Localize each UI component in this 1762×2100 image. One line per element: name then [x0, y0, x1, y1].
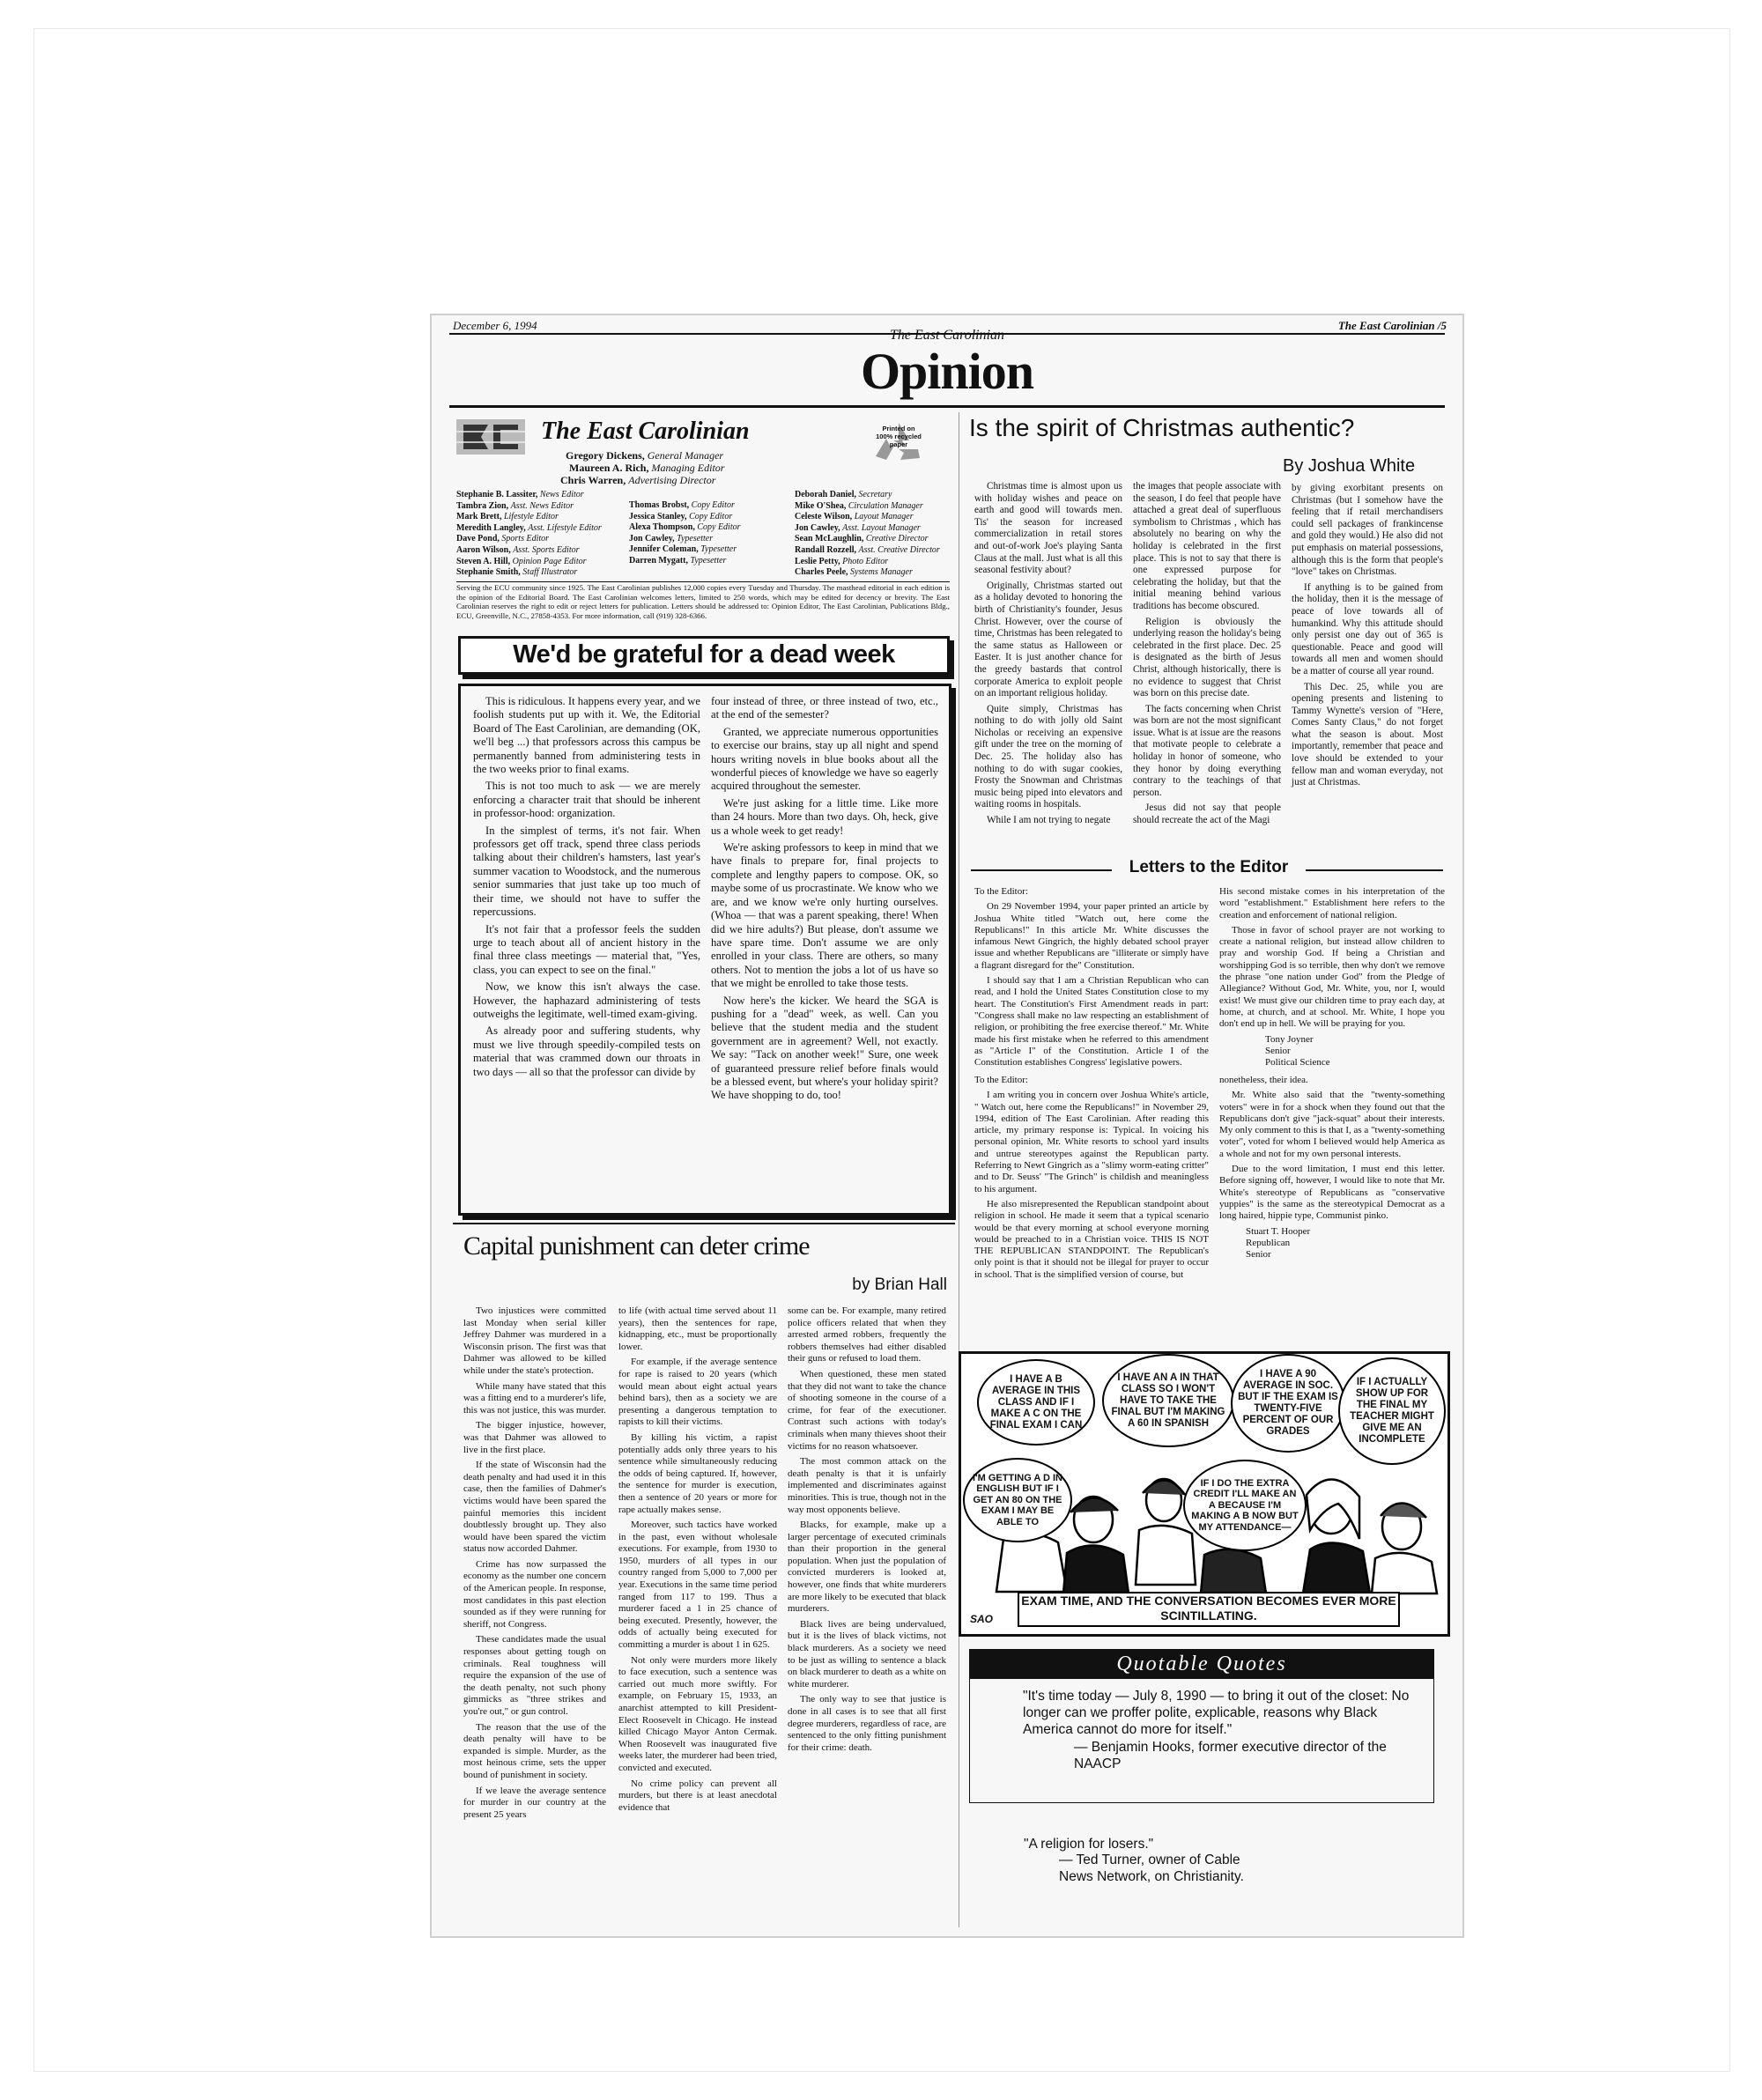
- masthead: [456, 414, 950, 620]
- letter-2-column-2: [1219, 1075, 1445, 1261]
- speech-bubble: IF I DO THE EXTRA CREDIT I'LL MAKE AN A BECAUSE I'M MAKING A B NOW BUT MY ATTENDANCE—: [1183, 1460, 1307, 1551]
- quote-2-attribution: — Ted Turner, owner of Cable News Network, on Christianity.: [1059, 1852, 1244, 1884]
- lead-role: General Manager: [647, 449, 724, 462]
- staff-row: Leslie Petty, Photo Editor: [795, 556, 889, 566]
- paragraph: Jesus did not say that people should recreate the act of the Magi: [1133, 802, 1281, 826]
- letter-2-signature: [1219, 1226, 1445, 1261]
- paragraph: This is ridiculous. It happens every year, and we foolish students put up with it. We, the Editorial Board of The East Carolinian, are demanding (OK, we'll beg ...) that professors across this campus be permanently banned from administering tests in the two weeks prior to final exams.: [473, 695, 700, 776]
- paragraph: To the Editor:: [974, 1075, 1028, 1085]
- masthead-leads: [560, 449, 725, 486]
- paragraph: The only way to see that justice is done in all cases is to see that all first degree murderers, regardless of race, are sentenced to the only fitting punishment for their crime: death.: [788, 1694, 946, 1753]
- paragraph: Black lives are being undervalued, but it is the lives of black victims, not black murderers. As a society we need to be just as willing to sentence a black on black murderer to death as a white on white murderer.: [788, 1618, 946, 1690]
- paragraph: Mr. White also said that the "twenty-something voters" were in for a shock when they found out that the Republicans don't give "jack-squat" about their interests. My only comment to this is that I, as a "twenty-something voter", voted for whom I believed would help America as a whole and not for my own personal interests.: [1219, 1090, 1445, 1159]
- paragraph: Now here's the kicker. We heard the SGA is pushing for a "dead" week, as well. Can you believe that the student media and the student government are in agreement? Well, not exactly. We say: "Tack on another week!" Sure, one week of guaranteed pressure relief before finals would be a blessed event, but where's your holiday spirit? We have shopping to do, too!: [711, 994, 938, 1102]
- editorial-cartoon: [959, 1351, 1450, 1637]
- paragraph: It's not fair that a professor feels the sudden urge to teach about all of ancient history in the final three class meetings — material that, "Yes, class, you can expect to see on the final.": [473, 922, 700, 976]
- staff-row: Celeste Wilson, Layout Manager: [795, 512, 914, 522]
- paragraph: If we leave the average sentence for murder in our country at the present 25 years: [463, 1785, 606, 1820]
- paragraph: some can be. For example, many retired police officers related that when they arrested armed robbers, frequently the robbers themselves had either disabled their guns or refused to load them.: [788, 1305, 946, 1364]
- staff-row: Sean McLaughlin, Creative Director: [795, 534, 929, 544]
- editorial-column-2: [711, 695, 938, 1106]
- staff-row: Darren Mygatt, Typesetter: [629, 555, 727, 566]
- signature-line: Tony Joyner: [1265, 1033, 1314, 1045]
- letters-rule-right: [1306, 869, 1443, 871]
- newspaper-page: [430, 314, 1464, 1938]
- paragraph: If the state of Wisconsin had the death penalty and had used it in this case, then the families of Dahmer's victims would have been spared the painful memories this incident doubtlessly brought up. They also would have been spared the victim status now accorded Dahmer.: [463, 1460, 606, 1555]
- lead-role: Advertising Director: [628, 474, 716, 486]
- paragraph: If anything is to be gained from the holiday, then it is the message of peace of love towards all of humankind. Why this attitude should only persist one day out of 365 is questionable. Peace and good will towards all men and women should be a matter of course all year round.: [1292, 581, 1443, 677]
- paragraph: We're asking professors to keep in mind that we have finals to prepare for, final projects to complete and lengthy papers to compose. OK, so maybe some of us procrastinate. We know who we are, and we know we're only hurting ourselves. (Whoa — that was a parent speaking, there! When did we hire adults?) But please, don't assume we have spare time. Don't assume we are only enrolled in your class. There are others, so many others. Not to mention the jobs a lot of us have so that we might be enrolled to take those tests.: [711, 841, 938, 990]
- paragraph: Not only were murders more likely to face execution, such a sentence was carried out much more swiftly. For example, on February 15, 1933, an anarchist attempted to kill President-Elect Roosevelt in Chicago. He instead killed Chicago Mayor Anton Cermak. When Roosevelt was inaugurated five weeks later, the murderer had been tried, convicted and executed.: [618, 1654, 777, 1773]
- christmas-byline: By Joshua White: [1283, 456, 1416, 476]
- staff-row: Randall Rozzell, Asst. Creative Director: [795, 544, 940, 555]
- paragraph: The most common attack on the death penalty is that it is unfairly implemented and discriminates against minorities. This is true, though not in the way most opponents believe.: [788, 1456, 946, 1515]
- paragraph: I should say that I am a Christian Republican who can read, and I hold the United States Constitution close to my heart. The Constitution's First Amendment reads in part: "Congress shall make no law respecting an establishment of religion, or prohibiting the free exercise thereof." Mr. White made his first mistake when he referred to this amendment as "Article I" of the Constitution. Article I of the Constitution establishes Congress' legislative powers.: [974, 975, 1209, 1068]
- capital-column-2: [618, 1305, 777, 1817]
- paragraph: Originally, Christmas started out as a holiday devoted to honoring the birth of Christianity's founder, Jesus Christ. However, over the course of time, Christmas has been relegated to the same status as Halloween or Easter. It is just another chance for the greedy bastards that control corporate America to exploit people on an important religious holiday.: [974, 580, 1122, 699]
- speech-bubble: I HAVE A 90 AVERAGE IN SOC. BUT IF THE EXAM IS TWENTY-FIVE PERCENT OF OUR GRADES: [1231, 1354, 1345, 1453]
- signature-line: Republican: [1246, 1237, 1291, 1248]
- quote-1: "It's time today — July 8, 1990 — to bring it out of the closet: No longer can we proffer polite, explicable, reasons why Black America cannot do more for itself.": [1023, 1689, 1410, 1737]
- christmas-column-1: [974, 481, 1122, 831]
- section-title: Opinion: [860, 343, 1034, 400]
- capital-column-3: [788, 1305, 946, 1757]
- staff-row: Mike O'Shea, Circulation Manager: [795, 500, 923, 511]
- paragraph: The bigger injustice, however, was that Dahmer was allowed to live in the first place.: [463, 1420, 606, 1455]
- speech-bubble: IF I ACTUALLY SHOW UP FOR THE FINAL MY TEACHER MIGHT GIVE ME AN INCOMPLETE: [1338, 1357, 1446, 1465]
- staff-row: Alexa Thompson, Copy Editor: [629, 522, 741, 533]
- masthead-statement: Serving the ECU community since 1925. The East Carolinian publishes 12,000 copies every Tuesday and Thursday. The masthead editorial in each edition is the opinion of the Editorial Board. The East Carolinian welcomes letters, limited to 250 words, which may be edited for decency or brevity. The East Carolinian reserves the right to edit or reject letters for publication. Letters should be addressed to: Opinion Editor, The East Carolinian, Publications Bldg., ECU, Greenville, N.C., 27858-4353. For more information, call (919) 328-6366.: [456, 583, 950, 620]
- letters-rule-left: [971, 869, 1112, 871]
- paragraph: Christmas time is almost upon us with holiday wishes and peace on earth and good will towards men. Tis' the season for increased commercialization in retail stores and out-of-work Joe's playing Santa Claus at the mall. Just what is all this seasonal festivity about?: [974, 481, 1122, 576]
- paragraph: Moreover, such tactics have worked in the past, even without wholesale executions. For example, from 1930 to 1950, murders of all types in our country ranged from 5,000 to 7,000 per year. Executions in the same time period ranged from 117 to 199. Thus a murderer faced a 1 in 25 chance of being executed. Presently, however, the odds of actually being executed for committing a murder is about 1 in 625.: [618, 1520, 777, 1651]
- cartoon-caption: EXAM TIME, AND THE CONVERSATION BECOMES EVER MORE SCINTILLATING.: [1018, 1592, 1400, 1627]
- staff-row: Dave Pond, Sports Editor: [456, 534, 550, 544]
- editorial-box: [458, 684, 951, 1216]
- paragraph: I am writing you in concern over Joshua White's article, " Watch out, here come the Republicans!" in November 29, 1994, edition of The East Carolinian. After reading this article, my primary response is: Typical. In voicing his personal opinion, Mr. White resorts to school yard insults and untrue stereotypes against the Republican party. Referring to Newt Gingrich as a "slimy worm-eating critter" and to Dr. Seuss' "The Grinch" is childish and meaningless to his argument.: [974, 1090, 1209, 1194]
- capital-top-rule: [453, 1223, 955, 1224]
- cartoonist-signature: SAO: [970, 1613, 994, 1625]
- paragraph: We're just asking for a little time. Like more than 24 hours. More than two days. Oh, heck, give us a whole week to get ready!: [711, 796, 938, 837]
- lead-row: [566, 462, 724, 474]
- paragraph: His second mistake comes in his interpretation of the word "establishment." Establishment here refers to the creation and enforcement of national religion.: [1219, 886, 1445, 921]
- staff-row: Tambra Zion, Asst. News Editor: [456, 500, 574, 511]
- letter-2-column-1: [974, 1075, 1209, 1284]
- staff-row: Thomas Brobst, Copy Editor: [629, 500, 735, 510]
- speech-bubble: I'M GETTING A D IN ENGLISH BUT IF I GET AN 80 ON THE EXAM I MAY BE ABLE TO: [963, 1458, 1072, 1542]
- capital-column-1: [463, 1305, 606, 1824]
- staff-column-1: [456, 490, 602, 579]
- letter-1-signature: [1219, 1034, 1445, 1069]
- staff-row: Deborah Daniel, Secretary: [795, 490, 892, 499]
- christmas-column-2: [1133, 481, 1281, 831]
- christmas-headline: Is the spirit of Christmas authentic?: [969, 414, 1355, 441]
- page-number-label: The East Carolinian /5: [1337, 319, 1447, 332]
- capital-byline: by Brian Hall: [852, 1276, 947, 1294]
- lead-name: Gregory Dickens,: [566, 449, 645, 462]
- quote-2: "A religion for losers.": [1024, 1837, 1154, 1852]
- paragraph: As already poor and suffering students, why must we live through speedily-compiled tests on material that was crammed down our throats in two days — all so that the professor can divide by: [473, 1024, 700, 1078]
- letter-1-column-2: [1219, 886, 1445, 1068]
- issue-date: December 6, 1994: [453, 319, 537, 332]
- paragraph: On 29 November 1994, your paper printed an article by Joshua White titled "Watch out, here come the Republicans!" In this article Mr. White discusses the infamous Newt Gingrich, the highly debated school prayer issue and whether Republicans are "illiterate or simply have a flagrant disregard for the" Constitution.: [974, 901, 1209, 971]
- signature-line: Senior: [1265, 1045, 1291, 1056]
- editorial-headline: We'd be grateful for a dead week: [513, 640, 895, 669]
- recycled-note: Printed on 100% recycled paper: [876, 425, 922, 448]
- paragraph: This is not too much to ask — we are merely enforcing a character trait that should be inherent in professor-hood: organization.: [473, 780, 700, 820]
- paragraph: This Dec. 25, while you are opening presents and listening to Tammy Wynette's version of "Here, Comes Santy Claus," do not forget what the season is about. Most importantly, remember that peace and love should be extended to your fellow man and woman everyday, not just at Christmas.: [1292, 681, 1443, 788]
- staff-row: Jessica Stanley, Copy Editor: [629, 511, 733, 521]
- signature-line: Political Science: [1265, 1057, 1330, 1068]
- staff-row: Aaron Wilson, Asst. Sports Editor: [456, 544, 580, 555]
- quotes-heading-bar: [969, 1649, 1434, 1679]
- paragraph: By killing his victim, a rapist potentially adds only three years to his sentence while simultaneously reducing the odds of being captured. If, however, the sentence for murder is execution, then a sentence of 20 years or more for rape actually makes sense.: [618, 1431, 777, 1515]
- letters-heading: Letters to the Editor: [1129, 858, 1289, 876]
- paragraph: nonetheless, their idea.: [1219, 1075, 1308, 1085]
- lead-name: Chris Warren,: [560, 474, 626, 486]
- quote-1-attribution: — Benjamin Hooks, former executive director of the NAACP: [1074, 1740, 1387, 1771]
- lead-role: Managing Editor: [651, 462, 725, 474]
- editorial-column-1: [473, 695, 700, 1083]
- paragraph: When questioned, these men stated that they did not want to take the chance of shooting someone in the course of a crime, for fear of the executioner. Contrast such actions with today's criminals when many thieves shoot their victims for no reason whatsoever.: [788, 1368, 946, 1452]
- staff-row: Charles Peele, Systems Manager: [795, 567, 913, 578]
- masthead-divider: [456, 581, 950, 582]
- staff-row: Jennifer Coleman, Typesetter: [629, 544, 737, 555]
- lead-row: [560, 474, 724, 486]
- paragraph: The facts concerning when Christ was born are not the most significant issue. What is at issue are the reasons that motivate people to celebrate a holiday in honor of someone, who they honor by doing everything contrary to the teachings of that person.: [1133, 703, 1281, 798]
- staff-row: Stephanie Smith, Staff Illustrator: [456, 567, 578, 578]
- paragraph: Now, we know this isn't always the case. However, the haphazard administering of tests outweighs the legitimate, well-timed exam-giving.: [473, 980, 700, 1020]
- christmas-column-3: [1292, 483, 1443, 793]
- lead-row: [566, 449, 724, 462]
- paper-name: The East Carolinian: [541, 418, 750, 445]
- paragraph: by giving exorbitant presents on Christmas (but I somehow have the feeling that if retail merchandisers could sell packages of frankincense and gold they would.) He also did not put emphasis on material possessions, although this is the form that people's "love" takes on Christmas.: [1292, 483, 1443, 578]
- paragraph: Religion is obviously the underlying reason the holiday's being celebrated in the first place. Dec. 25 is designated as the birth of Jesus Christ, although historically, there is no evidence to suggest that Christ was born on this precise date.: [1133, 616, 1281, 699]
- paragraph: These candidates made the usual responses about getting tough on criminals. Real toughness will require the expansion of the use of the death penalty, not such phony gimmicks as "three strikes and you're out," or gun control.: [463, 1634, 606, 1717]
- paragraph: Blacks, for example, make up a larger percentage of executed criminals than their proportion in the general population. When just the population of convicted murderers is looked at, however, one finds that white murderers are more likely to be executed that black murderers.: [788, 1520, 946, 1615]
- paragraph: In the simplest of terms, it's not fair. When professors get off track, spend three class periods talking about their children's hamsters, last year's summer vacation to Woodstock, and the numerous senior summaries that just take up too much of their time, we should not have to suffer the repercussions.: [473, 824, 700, 919]
- paragraph: While I am not trying to negate: [987, 815, 1111, 826]
- paragraph: While many have stated that this was a fitting end to a murderer's life, this was not justice, this was murder.: [463, 1380, 606, 1416]
- speech-bubble: I HAVE A B AVERAGE IN THIS CLASS AND IF I MAKE A C ON THE FINAL EXAM I CAN: [977, 1359, 1095, 1446]
- staff-row: Stephanie B. Lassiter, News Editor: [456, 490, 584, 499]
- quotes-box: [969, 1679, 1434, 1803]
- paragraph: No crime policy can prevent all murders, but there is at least anecdotal evidence that: [618, 1778, 777, 1813]
- editorial-headline-box: [458, 636, 950, 675]
- staff-column-3: [795, 490, 940, 579]
- paragraph: For example, if the average sentence for rape is raised to 20 years (which would mean about eight actual years behind bars), then as a society we are presenting a dangerous temptation to rapists to kill their victims.: [618, 1357, 777, 1428]
- staff-row: Jon Cawley, Typesetter: [629, 533, 714, 543]
- paragraph: Granted, we appreciate numerous opportunities to exercise our brains, stay up all night and spend hours writing novels in blue books about all the wonderful pieces of knowledge we have so eagerly acquired throughout the semester.: [711, 725, 938, 793]
- paragraph: Two injustices were committed last Monday when serial killer Jeffrey Dahmer was murdered in a Wisconsin prison. The first was that Dahmer was allowed to be killed while under the state's protection.: [463, 1305, 606, 1376]
- staff-column-2: [629, 500, 741, 567]
- signature-line: Stuart T. Hooper: [1246, 1225, 1311, 1237]
- letter-1-column-1: [974, 886, 1209, 1072]
- paragraph: Quite simply, Christmas has nothing to do with jolly old Saint Nicholas or receiving an expensive gift under the tree on the morning of Dec. 25. The holiday also has nothing to do with sugar cookies, Frosty the Snowman and Christmas music being piped into elevators and waiting rooms in hospitals.: [974, 703, 1122, 810]
- signature-line: Senior: [1246, 1249, 1271, 1261]
- paragraph: the images that people associate with the season, I do feel that people have attached a great deal of superfluous symbolism to Christmas , which has absolutely no bearing on why the holiday is celebrated in the first place. This is not to say that there is one expressed purpose for celebrating the holiday, but that the initial meaning behind various traditions has become obscured.: [1133, 481, 1281, 611]
- paragraph: Due to the word limitation, I must end this letter. Before signing off, however, I would like to note that Mr. White's stereotype of Republicans as "conservative yuppies" is the same as the stereotypical Democrat as a long haired, hippie type, Communist pinko.: [1219, 1164, 1445, 1222]
- paragraph: four instead of three, or three instead of two, etc., at the end of the semester?: [711, 695, 938, 721]
- paragraph: Crime has now surpassed the economy as the number one concern of the American people. In response, most candidates in this past election sounded as if they were running for sheriff, not Congress.: [463, 1558, 606, 1630]
- staff-row: Jon Cawley, Asst. Layout Manager: [795, 522, 921, 533]
- paragraph: The reason that the use of the death penalty will have to be expanded is simple. Murder, as the most heinous crime, sets the upper bound of punishment in society.: [463, 1721, 606, 1780]
- paragraph: To the Editor:: [974, 886, 1028, 897]
- section-kicker: The East Carolinian: [889, 328, 1005, 343]
- paragraph: Those in favor of school prayer are not working to create a national religion, but instead allow children to pray and worship God. If being a Christian and worshipping God is so terrible, then why don't we remove the phrase "one nation under God" from the Pledge of Allegiance? Without God, Mr. White, you, nor I, would exist! We must give our children time to pray each day, at home, at church, and at school. Mr. White, I hope you don't end up in hell. We will be praying for you.: [1219, 924, 1445, 1030]
- staff-row: Meredith Langley, Asst. Lifestyle Editor: [456, 522, 602, 533]
- title-rule: [449, 405, 1445, 408]
- lead-name: Maureen A. Rich,: [569, 462, 649, 474]
- staff-row: Mark Brett, Lifestyle Editor: [456, 512, 559, 522]
- paragraph: He also misrepresented the Republican standpoint about religion in school. He made it seem that a typical scenario would be that every morning at school everyone morning would be preached to in a Christian voice. THIS IS NOT THE REPUBLICAN STANDPOINT. The Republican's only point is that it should not be illegal for prayer to occur in school. That is the simplified version of course, but: [974, 1198, 1209, 1280]
- paragraph: to life (with actual time served about 11 years), then the sentences for rape, kidnapping, etc., must be proportionally lower.: [618, 1305, 777, 1352]
- capital-headline: Capital punishment can deter crime: [463, 1231, 810, 1261]
- ec-logo-icon: [456, 419, 525, 455]
- quotes-heading: Quotable Quotes: [1116, 1653, 1287, 1675]
- staff-row: Steven A. Hill, Opinion Page Editor: [456, 556, 587, 566]
- speech-bubble: I HAVE AN A IN THAT CLASS SO I WON'T HAVE TO TAKE THE FINAL BUT I'M MAKING A 60 IN SPANISH: [1102, 1354, 1234, 1447]
